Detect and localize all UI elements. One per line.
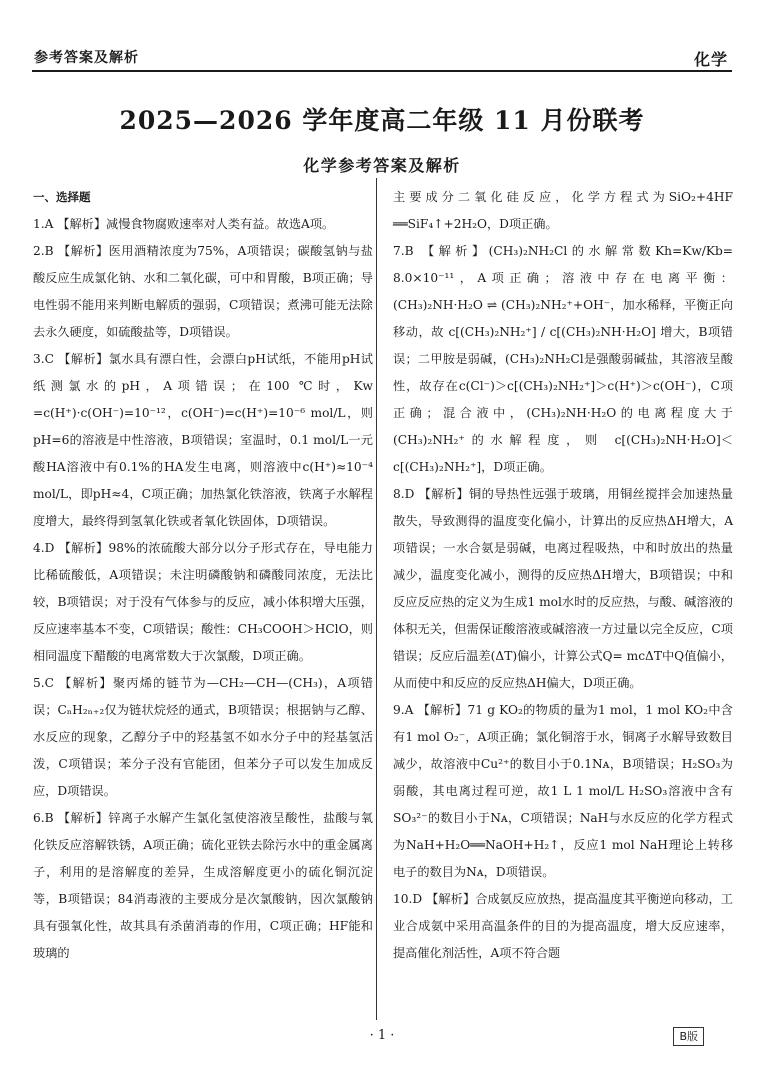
answer-item-2: 2.B 【解析】医用酒精浓度为75%，A项错误；碳酸氢钠与盐酸反应生成氯化钠、水和二氧化碳，可中和胃酸，B项正确；导电性弱不能用来判断电解质的强弱，C项错误；煮沸可能无法除去永久硬度，如硫酸盐等，D项错误。	[33, 244, 373, 339]
header-rule	[32, 70, 732, 72]
answer-item-4: 4.D 【解析】98%的浓硫酸大部分以分子形式存在，导电能力比稀硫酸低，A项错误；未注明磷酸钠和磷酸同浓度，无法比较，B项错误；对于没有气体参与的反应，减小体积增大压强，反应速率基本不变，C项错误；酸性：CH₃COOH＞HClO，则相同温度下醋酸的电离常数大于次氯酸，D项正确。	[33, 541, 373, 663]
answer-item-7: 7.B 【解析】(CH₃)₂NH₂Cl的水解常数Kh=Kw/Kb= 8.0×10⁻¹¹，A项正确；溶液中存在电离平衡：(CH₃)₂NH·H₂O ⇌ (CH₃)₂NH₂⁺+OH⁻，加水稀释，平衡正向移动，故 c[(CH₃)₂NH₂⁺] / c[(CH₃)₂NH·H₂O] 增大，B项错误；二甲胺是弱碱，(CH₃)₂NH₂Cl是强酸弱碱盐，其溶液呈酸性，故存在c(Cl⁻)＞c[(CH₃)₂NH₂⁺]＞c(H⁺)＞c(OH⁻)，C项正确；混合液中，(CH₃)₂NH·H₂O的电离程度大于(CH₃)₂NH₂⁺的水解程度，则 c[(CH₃)₂NH·H₂O]＜c[(CH₃)₂NH₂⁺]，D项正确。	[393, 244, 733, 474]
header-left-label: 参考答案及解析	[34, 50, 139, 66]
page-header	[32, 0, 732, 72]
section-heading: 一、选择题	[33, 190, 91, 204]
left-column	[33, 184, 373, 967]
answer-item-6: 6.B 【解析】锌离子水解产生氯化氢使溶液呈酸性，盐酸与氧化铁反应溶解铁锈，A项正确；硫化亚铁去除污水中的重金属离子，利用的是溶解度的差异，生成溶解度更小的硫化铜沉淀等，B项错误；84消毒液的主要成分是次氯酸钠，因次氯酸钠具有强氧化性，故其具有杀菌消毒的作用，C项正确；HF能和玻璃的	[33, 811, 373, 960]
answer-item-9: 9.A 【解析】71 g KO₂的物质的量为1 mol，1 mol KO₂中含有1 mol O₂⁻，A项正确；氯化铜溶于水，铜离子水解导致数目减少，故溶液中Cu²⁺的数目小于0.1Nᴀ，B项错误；H₂SO₃为弱酸，其电离过程可逆，故1 L 1 mol/L H₂SO₃溶液中含有SO₃²⁻的数目小于Nᴀ，C项错误；NaH与水反应的化学方程式为NaH+H₂O══NaOH+H₂↑，反应1 mol NaH理论上转移电子的数目为Nᴀ，D项错误。	[393, 703, 733, 879]
document-title: 2025—2026 学年度高二年级 11 月份联考	[119, 106, 645, 135]
header-subject-label: 化学	[693, 50, 728, 69]
column-divider	[376, 178, 377, 1020]
answer-item-5: 5.C 【解析】聚丙烯的链节为—CH₂—CH—(CH₃)，A项错误；CₙH₂ₙ₊₂仅为链状烷烃的通式，B项错误；根据钠与乙醇、水反应的现象，乙醇分子中的羟基氢不如水分子中的羟基氢活泼，C项错误；苯分子没有官能团，但苯分子可以发生加成反应，D项错误。	[33, 676, 373, 798]
answer-item-6-cont: 主要成分二氧化硅反应，化学方程式为SiO₂+4HF ══SiF₄↑+2H₂O，D项正确。	[393, 190, 733, 231]
right-column	[393, 184, 733, 967]
answer-item-3: 3.C 【解析】氯水具有漂白性，会漂白pH试纸，不能用pH试纸测氯水的pH，A项错误；在100 ℃时，Kw =c(H⁺)·c(OH⁻)=10⁻¹²，c(OH⁻)=c(H⁺)=10⁻⁶ mol/L，则pH=6的溶液是中性溶液，B项错误；室温时，0.1 mol/L一元酸HA溶液中有0.1%的HA发生电离，则溶液中c(H⁺)≈10⁻⁴ mol/L，即pH≈4，C项正确；加热氯化铁溶液，铁离子水解程度增大，最终得到氢氧化铁或者氧化铁固体，D项错误。	[33, 352, 373, 528]
page-number: · 1 ·	[369, 1028, 395, 1043]
answer-item-1: 1.A 【解析】减慢食物腐败速率对人类有益。故选A项。	[33, 217, 335, 231]
document-subtitle: 化学参考答案及解析	[303, 156, 461, 175]
edition-badge: B版	[673, 1027, 704, 1046]
answer-item-8: 8.D 【解析】铜的导热性远强于玻璃，用铜丝搅拌会加速热量散失，导致测得的温度变化偏小，计算出的反应热ΔH增大，A项错误；一水合氨是弱碱，电离过程吸热，中和时放出的热量减少，温度变化减小，测得的反应热ΔH增大，B项错误；中和反应反应热的定义为生成1 mol水时的反应热，与酸、碱溶液的体积无关，但需保证酸溶液或碱溶液一方过量以完全反应，C项错误；反应后温差(ΔT)偏小，计算公式Q= mcΔT中Q值偏小，从而使中和反应的反应热ΔH偏大，D项正确。	[393, 487, 733, 690]
answer-item-10: 10.D 【解析】合成氨反应放热，提高温度其平衡逆向移动，工业合成氨中采用高温条件的目的为提高温度，增大反应速率，提高催化剂活性，A项不符合题	[393, 892, 733, 960]
